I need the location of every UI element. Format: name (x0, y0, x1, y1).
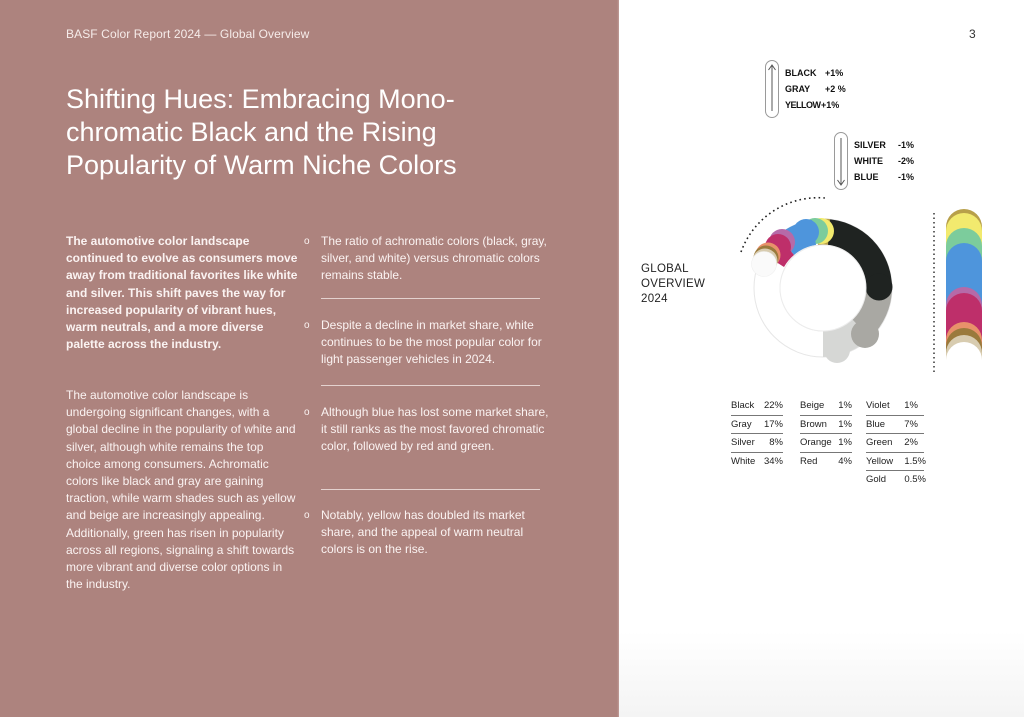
legend-name: Green (866, 437, 893, 448)
lead-paragraph: The automotive color landscape continued to evolve as consumers move away from traditional favorites like white and silver. This shift paves the way for increased popularity of vibrant hues, warm neutrals, and a more diverse palette across the industry. (66, 234, 298, 352)
legend-pct: 1% (838, 400, 852, 411)
change-label: BLACK (785, 68, 817, 78)
change-value: -2% (898, 156, 915, 166)
legend-name: Gold (866, 474, 887, 485)
change-row (785, 81, 846, 97)
legend-name: Yellow (866, 455, 894, 467)
change-label: BLUE (854, 172, 879, 182)
key-point (304, 317, 554, 367)
up-arrow-icon (765, 60, 779, 118)
legend-name: Red (800, 455, 818, 467)
legend-pct: 7% (904, 418, 918, 430)
key-points-list (304, 233, 554, 559)
change-label: WHITE (854, 156, 883, 166)
donut-chart-graphic (720, 195, 920, 380)
bullet-circle-icon: o (304, 236, 310, 247)
change-value: +1% (825, 68, 844, 78)
change-row (854, 153, 915, 169)
change-label: GRAY (785, 84, 811, 94)
legend-column (866, 397, 924, 490)
bullet-circle-icon: o (304, 510, 310, 521)
legend-item (866, 434, 924, 453)
color-strip-chart (928, 205, 988, 385)
legend-name: Silver (731, 437, 755, 448)
segment-white (752, 252, 777, 277)
change-row (854, 137, 915, 153)
legend-item (731, 434, 783, 453)
legend-name: Violet (866, 400, 890, 411)
legend-column (800, 397, 852, 471)
legend-item (866, 471, 924, 490)
change-row (854, 169, 915, 185)
legend-pct: 2% (904, 437, 918, 448)
legend-item (800, 434, 852, 453)
key-point-text: Although blue has lost some market share, it still ranks as the most favored chromatic color, followed by red and green. (321, 405, 549, 454)
change-value: -1% (898, 140, 915, 150)
title-line: Shifting Hues: Embracing Mono- (66, 84, 455, 114)
legend-pct: 4% (838, 455, 852, 467)
title-line: chromatic Black and the Rising (66, 117, 437, 147)
legend-name: Orange (800, 437, 832, 448)
key-point-text: Despite a decline in market share, white continues to be the most popular color for light passenger vehicles in 2024. (321, 318, 542, 367)
legend-item (731, 397, 783, 416)
legend-item (800, 416, 852, 435)
title-line: Popularity of Warm Niche Colors (66, 150, 457, 180)
legend-name: Brown (800, 418, 827, 430)
bullet-circle-icon: o (304, 407, 310, 418)
divider (321, 298, 540, 299)
legend-item (800, 397, 852, 416)
page-number: 3 (969, 27, 976, 41)
key-point-text: The ratio of achromatic colors (black, gray, silver, and white) versus chromatic colors remains stable. (321, 234, 547, 283)
legend-pct: 1% (838, 418, 852, 430)
chart-title-line: 2024 (641, 293, 668, 305)
legend-pct: 1% (838, 437, 852, 448)
legend-item (731, 416, 783, 435)
change-value: +1% (821, 100, 840, 110)
chart-title (641, 262, 705, 307)
legend-pct: 17% (763, 418, 783, 430)
key-point (304, 507, 554, 559)
change-row (785, 97, 840, 113)
down-arrow-icon (834, 132, 848, 190)
page-title (66, 83, 536, 182)
legend-name: Beige (800, 400, 825, 411)
legend-item (800, 453, 852, 472)
legend-item (866, 453, 924, 472)
key-point-text: Notably, yellow has doubled its market share, and the appeal of warm neutral colors is on the rise. (321, 508, 525, 557)
bullet-circle-icon: o (304, 320, 310, 331)
legend-pct: 1.5% (904, 455, 926, 467)
legend-pct: 34% (763, 455, 783, 467)
color-strip-graphic (928, 205, 988, 385)
change-value: +2 % (825, 84, 846, 94)
body-paragraph: The automotive color landscape is undergoing significant changes, with a global decline in the popularity of white and silver, although white remains the top choice among consumers. Achromatic colors like black and gray are gaining traction, while warm shades such as yellow and beige are increasingly appealing. Additionally, green has risen in popularity across all regions, signaling a shift towards more vibrant and diverse color options in the industry. (66, 388, 296, 592)
legend-item (731, 453, 783, 472)
divider (321, 489, 540, 490)
legend-pct: 22% (763, 400, 783, 411)
change-value: -1% (898, 172, 915, 182)
legend-pct: 0.5% (904, 474, 926, 485)
divider (321, 385, 540, 386)
legend-pct: 8% (769, 437, 783, 448)
legend-pct: 1% (904, 400, 918, 411)
chart-title-line: GLOBAL (641, 263, 689, 275)
change-label: SILVER (854, 140, 886, 150)
key-point (304, 404, 554, 472)
chart-title-line: OVERVIEW (641, 278, 706, 290)
legend-item (866, 416, 924, 435)
legend-name: Black (731, 400, 755, 411)
legend-column (731, 397, 783, 471)
donut-chart (720, 195, 920, 380)
change-row (785, 65, 844, 81)
legend-name: White (731, 455, 756, 467)
key-point (304, 233, 554, 283)
legend-name: Blue (866, 418, 886, 430)
change-label: YELLOW (785, 100, 821, 110)
legend-name: Gray (731, 418, 752, 430)
legend-item (866, 397, 924, 416)
running-header: BASF Color Report 2024 — Global Overview (66, 27, 310, 41)
